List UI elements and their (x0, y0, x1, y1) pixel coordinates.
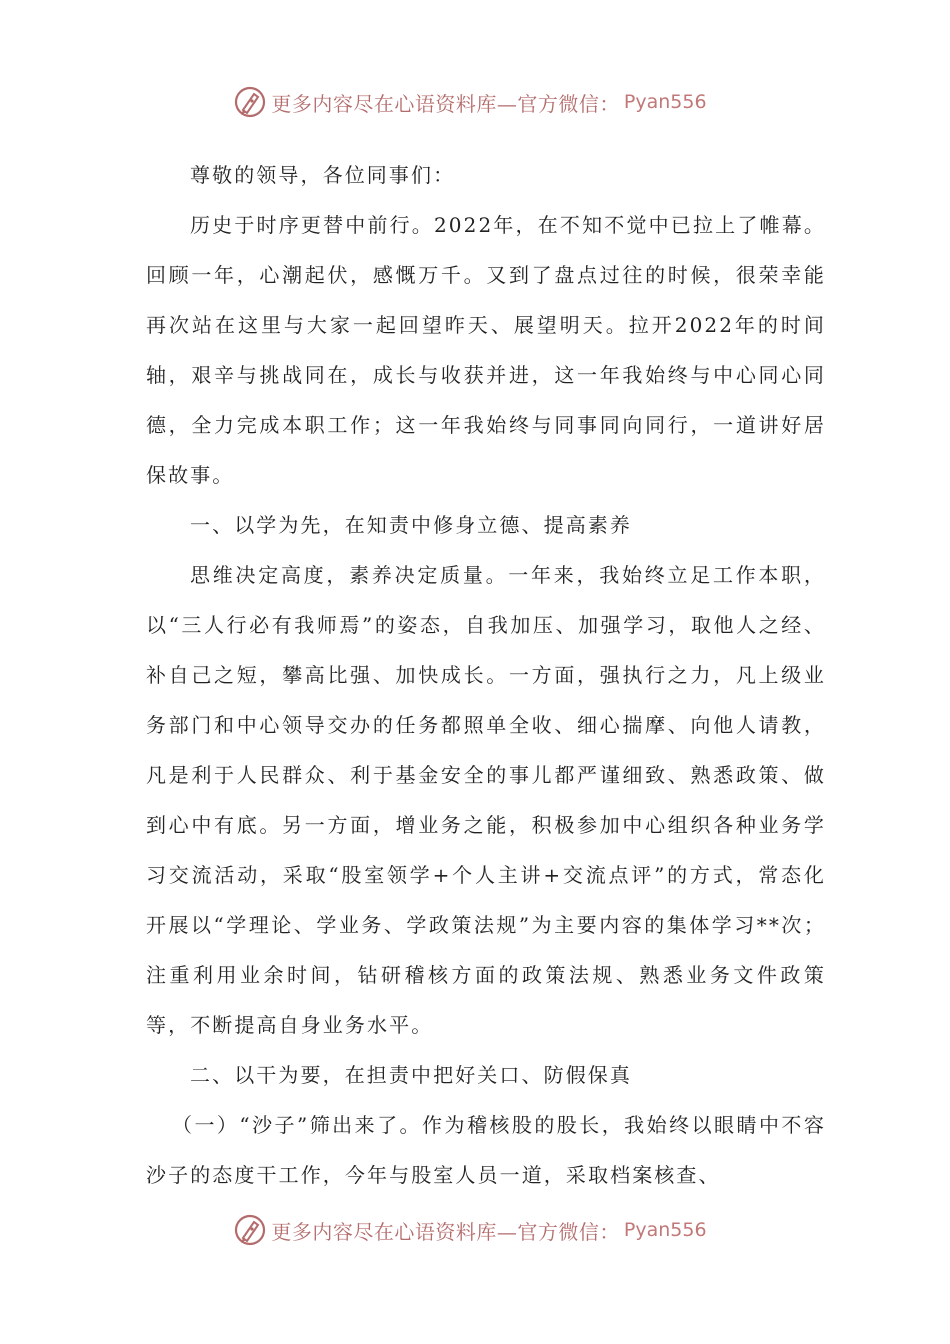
section-1-title: 一、以学为先，在知责中修身立德、提高素养 (190, 513, 632, 537)
watermark-footer (0, 1208, 950, 1252)
watermark-contact: Pyan556 (623, 1219, 707, 1241)
intro-paragraph: 历史于时序更替中前行。2022年，在不知不觉中已拉上了帷幕。回顾一年，心潮起伏，感慨万千。又到了盘点过往的时候，很荣幸能再次站在这里与大家一起回望昨天、展望明天。拉开2022年的时间轴，艰辛与挑战同在，成长与收获并进，这一年我始终与中心同心同德，全力完成本职工作；这一年我始终与同事同向同行，一道讲好居保故事。 (146, 213, 826, 487)
section-2-title: 二、以干为要，在担责中把好关口、防假保真 (190, 1063, 632, 1087)
section-1-body: 思维决定高度，素养决定质量。一年来，我始终立足工作本职，以“三人行必有我师焉”的姿态，自我加压、加强学习，取他人之经、补自己之短，攀高比强、加快成长。一方面，强执行之力，凡上级业务部门和中心领导交办的任务都照单全收、细心揣摩、向他人请教，凡是利于人民群众、利于基金安全的事儿都严谨细致、熟悉政策、做到心中有底。另一方面，增业务之能，积极参加中心组织各种业务学习交流活动，采取“股室领学+个人主讲+交流点评”的方式，常态化开展以“学理论、学业务、学政策法规”为主要内容的集体学习**次；注重利用业余时间，钻研稽核方面的政策法规、熟悉业务文件政策等，不断提高自身业务水平。 (146, 563, 826, 1037)
watermark-text: 更多内容尽在心语资料库—官方微信： (271, 91, 620, 116)
watermark-header (0, 80, 950, 124)
section-2-subsection-1: （一）“沙子”筛出来了。作为稽核股的股长，我始终以眼睛中不容沙子的态度干工作，今年与股室人员一道，采取档案核查、 (146, 1113, 826, 1187)
document-body (146, 150, 826, 1200)
watermark-text: 更多内容尽在心语资料库—官方微信： (271, 1219, 620, 1244)
watermark-contact: Pyan556 (623, 91, 707, 113)
pen-nib-circle-icon (233, 85, 267, 119)
salutation: 尊敬的领导，各位同事们： (190, 163, 456, 187)
pen-nib-circle-icon (233, 1213, 267, 1247)
